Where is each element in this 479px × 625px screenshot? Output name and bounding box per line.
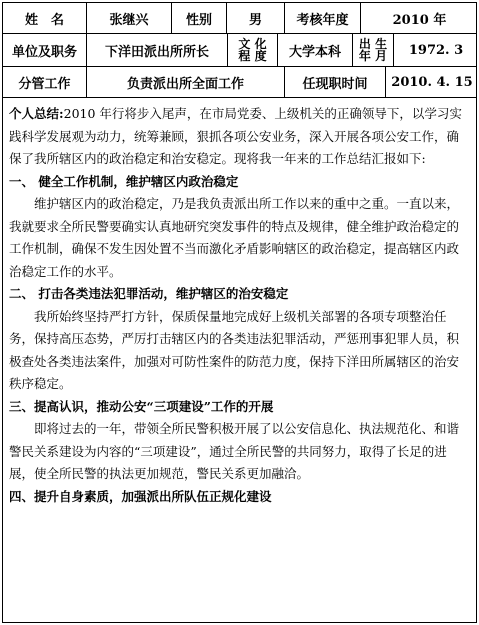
form-row-duty — [3, 67, 476, 98]
gender-value: 男 — [227, 3, 285, 33]
education-label-line2: 程 度 — [238, 49, 267, 63]
form-row-unit — [3, 34, 476, 67]
section-text: 维护辖区内的政治稳定，乃是我负责派出所工作以来的重中之重。一直以来，我就要求全所民警要确实认真地研究突发事件的特点及规律，健全维护政治稳定的工作机制，确保不发生因处置不当而激化矛盾影响辖区的政治稳定，提高辖区内政治稳定工作的水平。 — [9, 196, 460, 279]
duty-value: 负责派出所全面工作 — [87, 67, 285, 97]
form-row-name — [3, 3, 476, 34]
education-label — [228, 34, 278, 66]
tenure-label: 任现职时间 — [285, 67, 386, 97]
duty-label: 分管工作 — [3, 67, 87, 97]
education-label-line1: 文 化 — [238, 37, 267, 51]
unit-label: 单位及职务 — [3, 34, 87, 66]
section-heading: 一、 健全工作机制，维护辖区内政治稳定 — [9, 173, 239, 189]
summary-intro — [9, 103, 470, 171]
section-heading: 三、提高认识，推动公安“三项建设”工作的开展 — [9, 398, 274, 414]
summary-intro-label: 个人总结: — [9, 106, 64, 121]
birth-value: 1972. 3 — [408, 42, 464, 58]
birth-label-line1: 出 生 — [358, 37, 388, 51]
section-text: 即将过去的一年，带领全所民警积极开展了以公安信息化、执法规范化、和谐警民关系建设为内容的“三项建设”，通过全所民警的共同努力，取得了长足的进展，使全所民警的执法更加规范，警民关系更加融洽。 — [9, 421, 460, 481]
gender-label: 性别 — [172, 3, 227, 33]
name-value: 张继兴 — [87, 3, 172, 33]
section-text: 我所始终坚持严打方针，保质保量地完成好上级机关部署的各项专项整治任务，保持高压态势，严厉打击辖区内的各类违法犯罪活动，严惩刑事犯罪人员，积极查处各类违法案件，加强对可防性案件的防范力度，保持下洋田所属辖区的治安秩序稳定。 — [9, 308, 460, 391]
tenure-value: 2010. 4. 15 — [391, 74, 473, 90]
summary-intro-text: 2010 年行将步入尾声，在市局党委、上级机关的正确领导下，以学习实践科学发展观为动力，统筹兼顾，狠抓各项公安业务，深入开展各项公安工作，确保了我所辖区内的政治稳定和治安稳定。现将我一年来的工作总结汇报如下: — [9, 106, 462, 166]
year-label: 考核年度 — [285, 3, 361, 33]
birth-label — [353, 34, 394, 66]
personal-summary — [3, 98, 476, 622]
birth-label-line2: 年 月 — [358, 49, 388, 63]
year-value: 2010 年 — [392, 12, 447, 28]
section-heading: 二、 打击各类违法犯罪活动，维护辖区的治安稳定 — [9, 286, 289, 301]
education-value: 大学本科 — [278, 34, 353, 66]
name-label: 姓 名 — [3, 3, 87, 33]
assessment-form — [2, 2, 477, 623]
unit-value: 下洋田派出所所长 — [87, 34, 228, 66]
section-heading: 四、提升自身素质，加强派出所队伍正规化建设 — [9, 488, 272, 504]
